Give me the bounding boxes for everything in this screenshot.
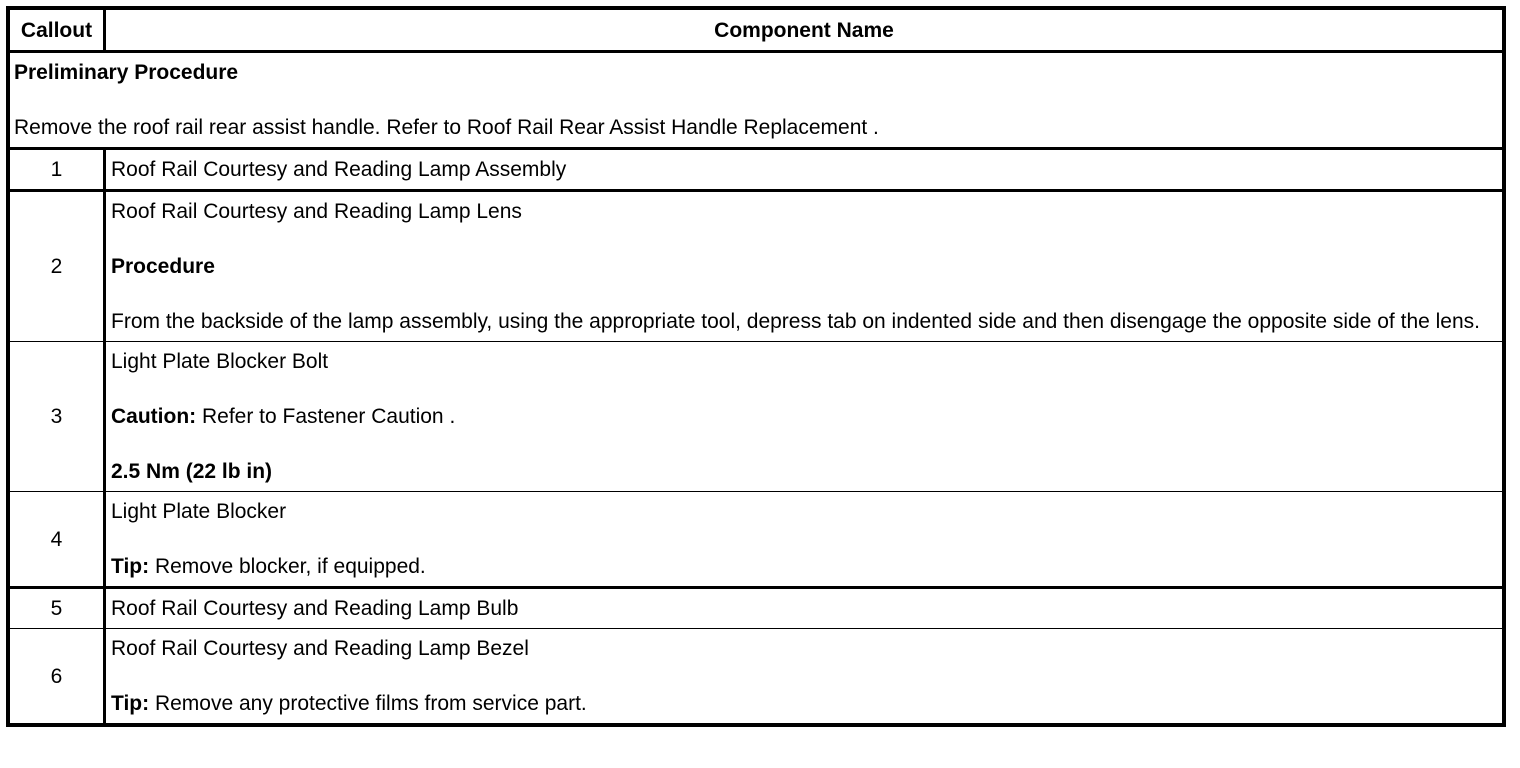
callout-number: 6 [10, 629, 105, 724]
callout-number: 2 [10, 191, 105, 342]
callout-number: 4 [10, 492, 105, 588]
component-name: Light Plate Blocker Bolt [111, 350, 329, 373]
table-row [10, 588, 1503, 629]
preliminary-procedure-text: Remove the roof rail rear assist handle. Refer to Roof Rail Rear Assist Handle Replacement . [14, 116, 879, 139]
procedure-text: From the backside of the lamp assembly, using the appropriate tool, depress tab on indented side and then disengage the opposite side of the lens. [111, 310, 1480, 333]
tip-label: Tip: [111, 692, 150, 715]
tip-text: Remove any protective films from service part. [149, 692, 587, 715]
caution-note [111, 403, 1497, 430]
component-name-cell [105, 149, 1503, 191]
table-row [10, 149, 1503, 191]
caution-text: Refer to Fastener Caution . [196, 405, 456, 428]
table-row [10, 629, 1503, 724]
component-name-cell [105, 492, 1503, 588]
component-name: Roof Rail Courtesy and Reading Lamp Bulb [111, 597, 519, 620]
preliminary-procedure-cell [10, 52, 1503, 149]
table-header-row [10, 10, 1503, 52]
torque-spec: 2.5 Nm (22 lb in) [111, 460, 273, 483]
caution-label: Caution: [111, 405, 197, 428]
component-name-cell [105, 588, 1503, 629]
table-row [10, 342, 1503, 492]
callout-number: 3 [10, 342, 105, 492]
tip-text: Remove blocker, if equipped. [149, 555, 426, 578]
component-name: Roof Rail Courtesy and Reading Lamp Bezel [111, 637, 529, 660]
component-table [6, 6, 1506, 727]
callout-column-header: Callout [10, 10, 105, 52]
preliminary-procedure-row [10, 52, 1503, 149]
component-name-cell [105, 191, 1503, 342]
tip-note [111, 690, 1497, 717]
callout-number: 5 [10, 588, 105, 629]
component-name-column-header: Component Name [105, 10, 1503, 52]
table-row [10, 492, 1503, 588]
component-name-cell [105, 629, 1503, 724]
component-name: Light Plate Blocker [111, 500, 287, 523]
component-name: Roof Rail Courtesy and Reading Lamp Assembly [111, 158, 567, 181]
component-table-grid [9, 9, 1503, 724]
component-name: Roof Rail Courtesy and Reading Lamp Lens [111, 200, 522, 223]
table-row [10, 191, 1503, 342]
callout-number: 1 [10, 149, 105, 191]
tip-label: Tip: [111, 555, 150, 578]
tip-note [111, 553, 1497, 580]
procedure-label: Procedure [111, 255, 215, 278]
preliminary-procedure-title: Preliminary Procedure [14, 61, 239, 84]
component-name-cell [105, 342, 1503, 492]
